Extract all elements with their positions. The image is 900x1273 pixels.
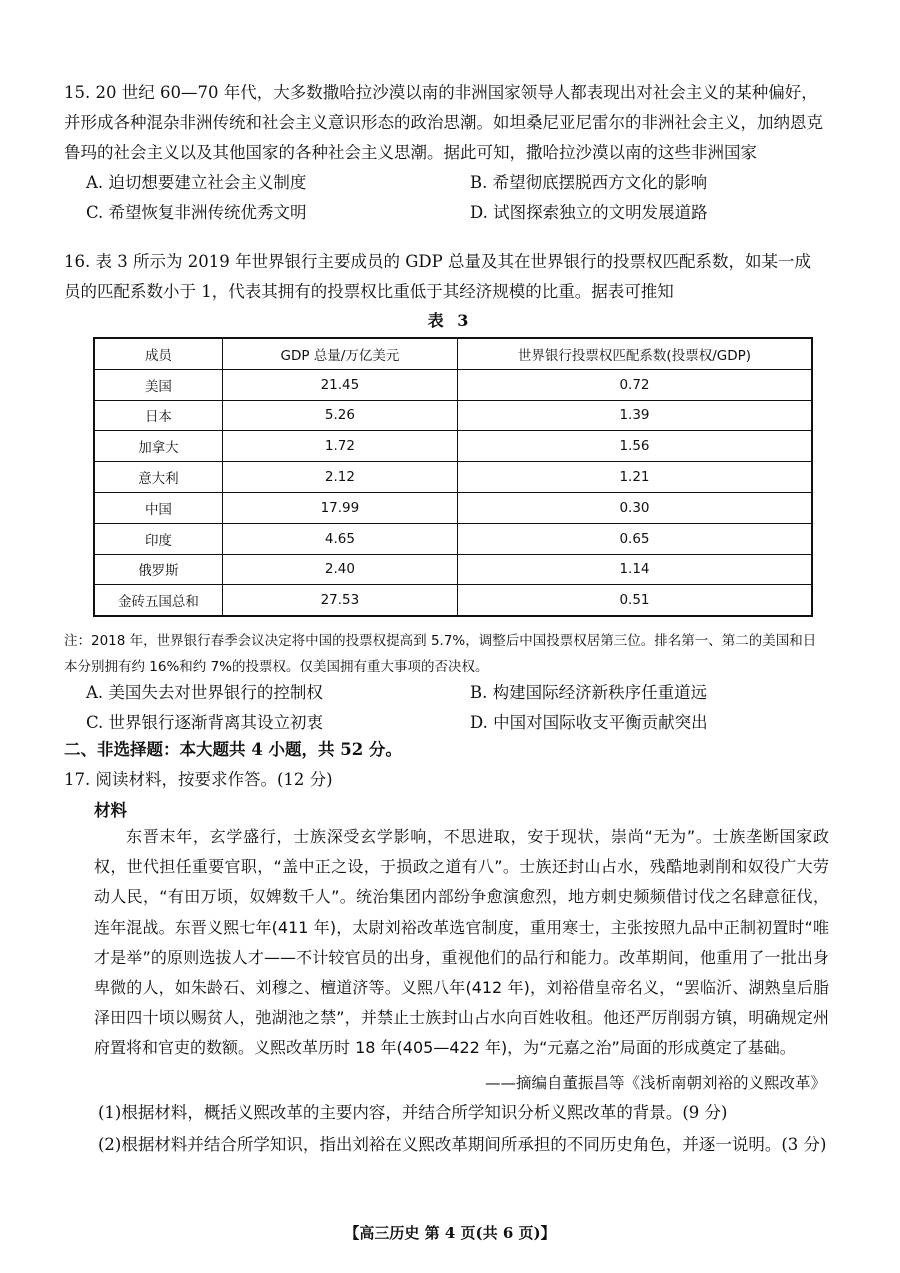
- table-cell: 中国: [94, 492, 222, 523]
- option-d: D. 中国对国际收支平衡贡献突出: [470, 713, 708, 732]
- option-d: D. 试图探索独立的文明发展道路: [470, 203, 708, 222]
- question-16: [64, 247, 824, 307]
- table-cell: 0.51: [457, 585, 812, 616]
- table-row: [94, 523, 812, 554]
- table-cell: 5.26: [222, 400, 457, 431]
- table-header: GDP 总量/万亿美元: [222, 338, 457, 369]
- sub-question-2: (2)根据材料并结合所学知识，指出刘裕在义熙改革期间所承担的不同历史角色，并逐一说明。(3 分): [98, 1135, 827, 1154]
- question-16-stem: 16. 表 3 所示为 2019 年世界银行主要成员的 GDP 总量及其在世界银行的投票权匹配系数，如某一成员的匹配系数小于 1，代表其拥有的投票权比重低于其经济规模的比重。据表可推知: [64, 252, 811, 301]
- table-cell: 27.53: [222, 585, 457, 616]
- table-row: [94, 369, 812, 400]
- option-c: C. 希望恢复非洲传统优秀文明: [86, 203, 307, 222]
- table-row: [94, 431, 812, 462]
- gdp-voting-table: [93, 337, 813, 617]
- table-cell: 0.65: [457, 523, 812, 554]
- table-cell: 1.21: [457, 462, 812, 493]
- question-15-options-row-2: [64, 198, 824, 228]
- table-cell: 加拿大: [94, 431, 222, 462]
- table-cell: 意大利: [94, 462, 222, 493]
- table-header-row: [94, 338, 812, 369]
- table-row: [94, 554, 812, 585]
- option-b: B. 构建国际经济新秩序任重道远: [470, 683, 708, 702]
- table-cell: 1.56: [457, 431, 812, 462]
- table-cell: 1.39: [457, 400, 812, 431]
- table-cell: 俄罗斯: [94, 554, 222, 585]
- table-cell: 17.99: [222, 492, 457, 523]
- option-b: B. 希望彻底摆脱西方文化的影响: [470, 173, 708, 192]
- table-note: 注：2018 年，世界银行春季会议决定将中国的投票权提高到 5.7%，调整后中国投票权居第三位。排名第一、第二的美国和日本分别拥有约 16%和约 7%的投票权。仅美国拥有重大事项的否决权。: [64, 633, 817, 675]
- table-cell: 日本: [94, 400, 222, 431]
- question-16-options: [64, 678, 824, 738]
- table-caption: 表 3: [427, 311, 473, 330]
- table-cell: 印度: [94, 523, 222, 554]
- section-title: 二、非选择题：本大题共 4 小题，共 52 分。: [64, 740, 402, 759]
- table-cell: 0.72: [457, 369, 812, 400]
- table-cell: 金砖五国总和: [94, 585, 222, 616]
- material-source: ——摘编自董振昌等《浅析南朝刘裕的义熙改革》: [484, 1074, 826, 1092]
- table-cell: 2.12: [222, 462, 457, 493]
- material-text: 东晋末年，玄学盛行，士族深受玄学影响，不思进取，安于现状，崇尚“无为”。士族垄断国家政权，世代担任重要官职，“盖中正之设，于损政之道有八”。士族还封山占水，残酷地剥削和奴役广大劳动人民，“有田万顷，奴婢数千人”。统治集团内部纷争愈演愈烈，地方刺史频频借讨伐之名肆意征伐，连年混战。东晋义熙七年(411 年)，太尉刘裕改革选官制度，重用寒士，主张按照九品中正制初置时“唯才是举”的原则选拔人才——不计较官员的出身，重视他们的品行和能力。改革期间，他重用了一批出身卑微的人，如朱龄石、刘穆之、檀道济等。义熙八年(412 年)，刘裕借皇帝名义，“罢临沂、湖熟皇后脂泽田四十顷以赐贫人，弛湖池之禁”，并禁止士族封山占水向百姓收租。他还严厉削弱方镇，明确规定州府置将和官吏的数额。义熙改革历时 18 年(405—422 年)，为“元嘉之治”局面的形成奠定了基础。: [94, 827, 829, 1058]
- table-row: [94, 585, 812, 616]
- option-a: A. 美国失去对世界银行的控制权: [86, 683, 323, 702]
- option-a: A. 迫切想要建立社会主义制度: [86, 173, 307, 192]
- table-header: 世界银行投票权匹配系数(投票权/GDP): [457, 338, 812, 369]
- table-header: 成员: [94, 338, 222, 369]
- table-cell: 1.14: [457, 554, 812, 585]
- table-cell: 2.40: [222, 554, 457, 585]
- question-17-stem: 17. 阅读材料，按要求作答。(12 分): [64, 770, 333, 789]
- material-label: 材料: [94, 801, 127, 820]
- table-cell: 4.65: [222, 523, 457, 554]
- table-row: [94, 492, 812, 523]
- table-cell: 21.45: [222, 369, 457, 400]
- question-15: [64, 78, 824, 228]
- sub-question-1: (1)根据材料，概括义熙改革的主要内容，并结合所学知识分析义熙改革的背景。(9 分): [98, 1103, 728, 1122]
- page-footer: 【高三历史 第 4 页(共 6 页)】: [344, 1224, 556, 1242]
- question-15-options-row-1: [64, 168, 824, 198]
- table-row: [94, 462, 812, 493]
- table-row: [94, 400, 812, 431]
- table-cell: 1.72: [222, 431, 457, 462]
- question-16-options-row-2: [64, 708, 824, 738]
- question-16-options-row-1: [64, 678, 824, 708]
- question-15-stem: 15. 20 世纪 60—70 年代，大多数撒哈拉沙漠以南的非洲国家领导人都表现出对社会主义的某种偏好，并形成各种混杂非洲传统和社会主义意识形态的政治思潮。如坦桑尼亚尼雷尔的非洲社会主义，加纳恩克鲁玛的社会主义以及其他国家的各种社会主义思潮。据此可知，撒哈拉沙漠以南的这些非洲国家: [64, 83, 823, 162]
- table-cell: 美国: [94, 369, 222, 400]
- option-c: C. 世界银行逐渐背离其设立初衷: [86, 713, 324, 732]
- table-cell: 0.30: [457, 492, 812, 523]
